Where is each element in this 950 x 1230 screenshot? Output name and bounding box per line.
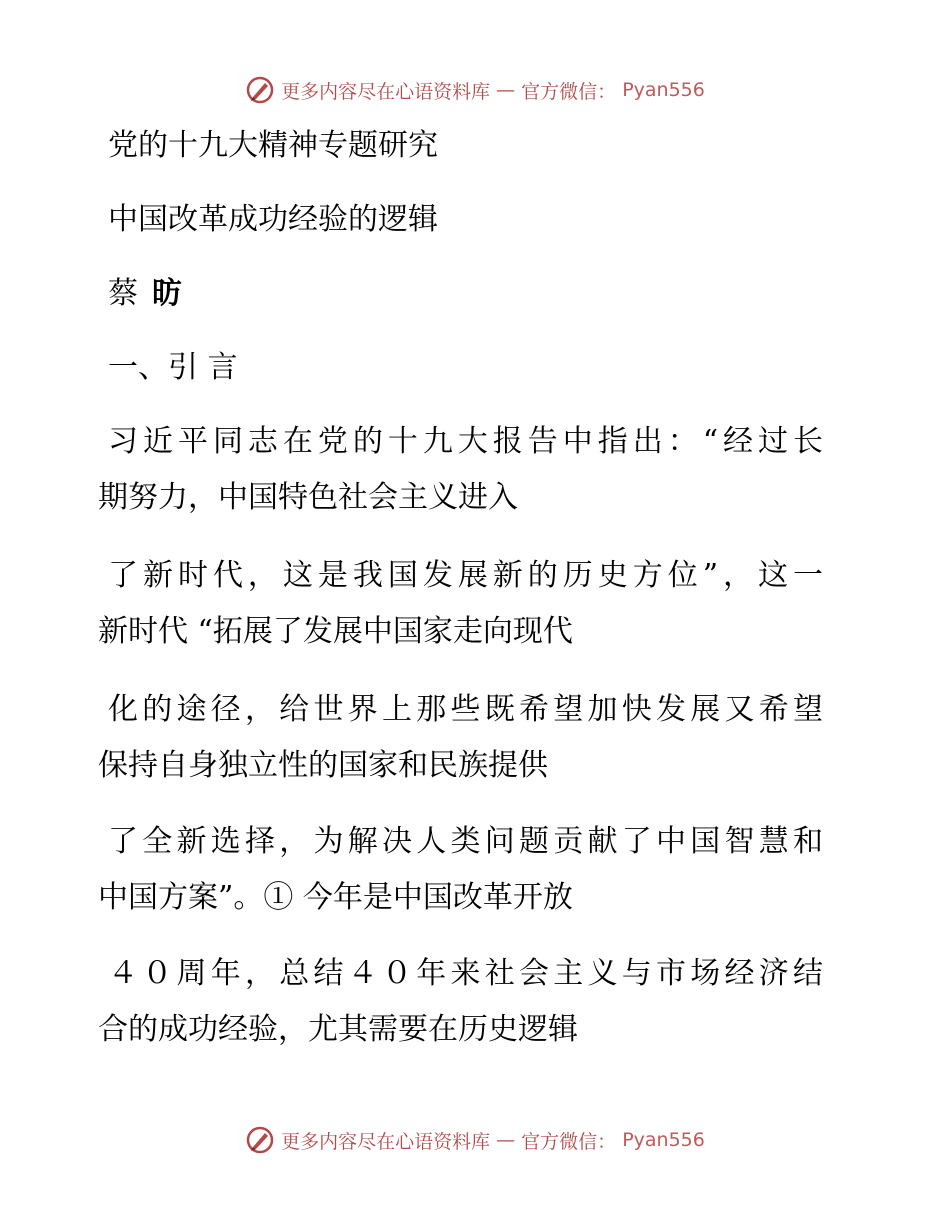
pen-logo-icon [245, 1125, 275, 1155]
body-line-4: 新时代 “拓展了发展中国家走向现代 [98, 614, 573, 649]
body-line-8: 中国方案”。① 今年是中国改革开放 [98, 880, 573, 915]
article-title: 中国改革成功经验的逻辑 [108, 202, 438, 237]
body-line-6: 保持自身独立性的国家和民族提供 [98, 748, 548, 783]
watermark-bottom [0, 1120, 950, 1160]
section-heading: 一、引 言 [108, 350, 238, 385]
watermark-wechat-label: 官方微信： [521, 80, 617, 103]
body-line-1: 习近平同志在党的十九大报告中指出：“经过长 [108, 424, 823, 459]
body-line-7: 了全新选择，为解决人类问题贡献了中国智慧和 [108, 824, 823, 859]
body-line-5: 化的途径，给世界上那些既希望加快发展又希望 [108, 692, 823, 727]
watermark-account: Pyan556 [622, 1129, 705, 1151]
body-line-10: 合的成功经验，尤其需要在历史逻辑 [98, 1012, 578, 1047]
author-line [108, 274, 950, 314]
series-title: 党的十九大精神专题研究 [108, 128, 438, 163]
author-surname: 蔡 [108, 276, 138, 311]
watermark-separator: — [496, 79, 516, 101]
pen-logo-icon [245, 75, 275, 105]
author-given-name: 昉 [152, 276, 182, 311]
body-line-2: 期努力，中国特色社会主义进入 [98, 480, 518, 515]
watermark-text: 更多内容尽在心语资料库 [281, 80, 491, 103]
watermark-separator: — [496, 1129, 516, 1151]
watermark-wechat-label: 官方微信： [521, 1130, 617, 1153]
body-line-3: 了新时代，这是我国发展新的历史方位”，这一 [108, 558, 823, 593]
body-line-9: ４０周年，总结４０年来社会主义与市场经济结 [108, 956, 823, 991]
watermark-top [0, 70, 950, 110]
watermark-account: Pyan556 [622, 79, 705, 101]
watermark-text: 更多内容尽在心语资料库 [281, 1130, 491, 1153]
